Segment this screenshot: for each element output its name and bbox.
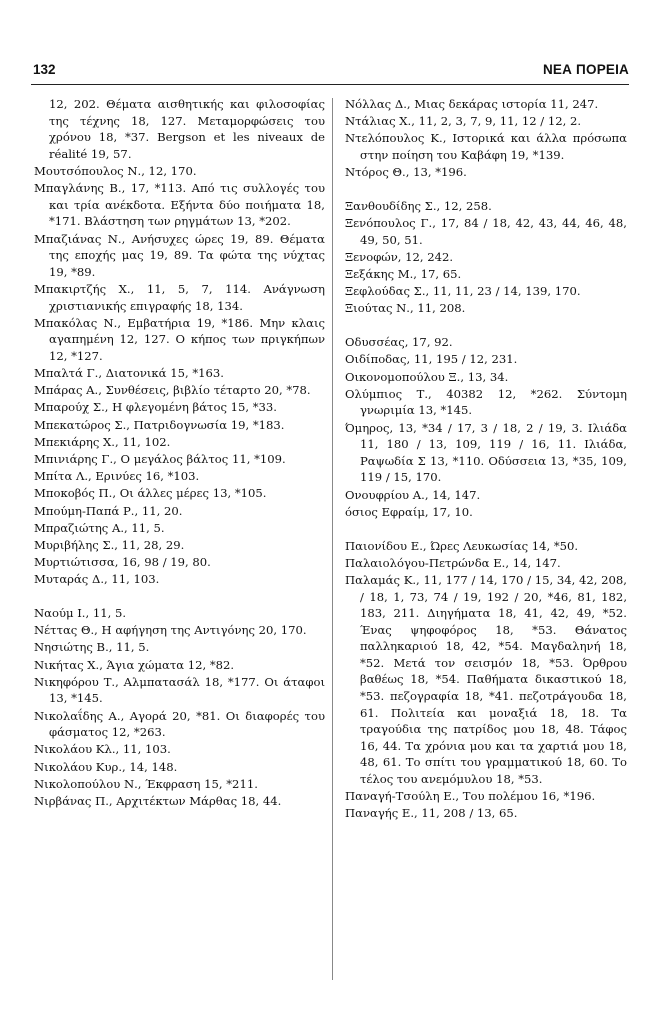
index-entry: όσιος Εφραίμ, 17, 10. (345, 504, 473, 519)
index-entry: Μπακιρτζής Χ., 11, 5, 7, 114. Ανάγνωση χριστιανικής επιγραφής 18, 134. (34, 281, 325, 313)
entry-group-gap (345, 318, 627, 335)
index-entry: Νιρβάνας Π., Αρχιτέκτων Μάρθας 18, 44. (34, 793, 282, 808)
index-entry: Ντόρος Θ., 13, *196. (345, 165, 467, 180)
entry-group-gap (34, 589, 325, 606)
page-number: 132 (33, 62, 56, 77)
index-entry: Μποκοβός Π., Οι άλλες μέρες 13, *105. (34, 486, 267, 501)
running-title: ΝΕΑ ΠΟΡΕΙΑ (542, 62, 629, 77)
index-entry: Παλαμάς Κ., 11, 177 / 14, 170 / 15, 34, 42, 208, / 18, 1, 73, 74 / 19, 192 / 20, *46, 81, 182, 183, 211. Διηγήματα 18, 41, 42, 49, *52. Ένας ψηφοφόρος 18, *53. Θάνατος παλληκαριού 18, 42, *54. Μαγδαληνή 18, *52. Μετά τον σεισμόν 18, *53. Όρθρου βαθέως 18, *54. Παθήματα δικαστικού 18, *53. πεζογραφία 18, *41. πεζοτράγουδα 18, 61. Πολιτεία και μοναξιά 18, 18. Τα τραγούδια της πατρίδος μου 18, 48. Τάφος 16, 44. Τα χρόνια μου και τα χαρτιά μου 18, 48, 61. Το σπίτι του γραμματικού 18, 60. Το τέλος του ανεμόμυλου 18, *53. (345, 572, 627, 787)
index-entry: Νικολαΐδης Α., Αγορά 20, *81. Οι διαφορές του φάσματος 12, *263. (34, 708, 325, 740)
index-entry: Ντάλιας Χ., 11, 2, 3, 7, 9, 11, 12 / 12, 2. (345, 114, 582, 129)
index-entry: Νικήτας Χ., Άγια χώματα 12, *82. (34, 657, 235, 672)
index-entry: Μυρτιώτισσα, 16, 98 / 19, 80. (34, 555, 211, 570)
index-entry: Μπαζιάνας Ν., Ανήσυχες ώρες 19, 89. Θέματα της εποχής μας 19, 89. Τα φώτα της νύχτας 19, *89. (34, 231, 325, 279)
index-entry: Νικηφόρου Τ., Αλμπατασάλ 18, *177. Οι άταφοι 13, *145. (34, 674, 325, 706)
index-entry: Ξιούτας Ν., 11, 208. (345, 301, 466, 316)
index-entry: Παναγή-Τσούλη Ε., Του πολέμου 16, *196. (345, 789, 596, 804)
index-entry: Νησιώτης Β., 11, 5. (34, 640, 150, 655)
index-entry: Νέττας Θ., Η αφήγηση της Αντιγόνης 20, 170. (34, 623, 307, 638)
index-entry: Οικονομοπούλου Ξ., 13, 34. (345, 369, 509, 384)
index-entry: Μυταράς Δ., 11, 103. (34, 572, 160, 587)
entry-group-gap (345, 181, 627, 198)
index-entry: Όμηρος, 13, *34 / 17, 3 / 18, 2 / 19, 3. Ιλιάδα 11, 180 / 13, 109, 119 / 16, 11. Ιλιάδα, Ραψωδία Σ 13, *110. Οδύσσεια 13, *35, 109, 119 / 15, 170. (345, 420, 627, 485)
entry-group-gap (345, 521, 627, 538)
index-entry: 12, 202. Θέματα αισθητικής και φιλοσοφίας της τέχνης 18, 127. Μεταμορφώσεις του χρόνου 18, *37. Bergson et les niveaux de réalité 19, 57. (49, 97, 325, 161)
index-column-right (345, 96, 627, 823)
index-entry: Νικολοπούλου Ν., Έκφραση 15, *211. (34, 776, 258, 791)
index-entry: Μπίτα Λ., Ερινύες 16, *103. (34, 469, 200, 484)
index-entry: Μυριβήλης Σ., 11, 28, 29. (34, 537, 185, 552)
index-entry: Οιδίποδας, 11, 195 / 12, 231. (345, 352, 518, 367)
index-entry: Μπάρας Α., Συνθέσεις, βιβλίο τέταρτο 20, *78. (34, 383, 311, 398)
index-entry: Μπεκιάρης Χ., 11, 102. (34, 434, 171, 449)
index-entry: Νικολάου Κλ., 11, 103. (34, 742, 171, 757)
index-entry: Ντελόπουλος Κ., Ιστορικά και άλλα πρόσωπα στην ποίηση του Καβάφη 19, *139. (345, 131, 627, 162)
column-divider (332, 98, 333, 980)
index-entry: Ξενόπουλος Γ., 17, 84 / 18, 42, 43, 44, 46, 48, 49, 50, 51. (345, 216, 627, 247)
index-entry: Ξανθουδίδης Σ., 12, 258. (345, 198, 492, 213)
index-entry: Μπαλτά Γ., Διατονικά 15, *163. (34, 366, 224, 381)
index-entry: Μπούμη-Παπά Ρ., 11, 20. (34, 503, 183, 518)
index-entry: Ονουφρίου Α., 14, 147. (345, 487, 481, 502)
index-entry: Οδυσσέας, 17, 92. (345, 335, 453, 350)
index-entry: Μπαγλάνης Β., 17, *113. Από τις συλλογές του και τρία ανέκδοτα. Εξήντα δύο ποιήματα 18, *171. Βλάστηση των ρηγμάτων 13, *202. (34, 181, 325, 229)
index-entry: Παλαιολόγου-Πετρώνδα Ε., 14, 147. (345, 555, 561, 570)
index-entry: Μπακόλας Ν., Εμβατήρια 19, *186. Μην κλαις αγαπημένη 12, 127. Ο κήπος των πριγκήπων 12, *127. (34, 315, 325, 363)
index-column-left (34, 96, 325, 810)
index-entry: Ξενοφών, 12, 242. (345, 249, 454, 264)
index-entry: Νικολάου Κυρ., 14, 148. (34, 759, 178, 774)
header-rule (31, 84, 629, 85)
index-entry: Ολύμπιος Τ., 40382 12, *262. Σύντομη γνωριμία 13, *145. (345, 386, 627, 418)
index-entry: Ναούμ Ι., 11, 5. (34, 606, 127, 621)
index-entry: Μπεκατώρος Σ., Πατριδογνωσία 19, *183. (34, 417, 285, 432)
page-header (31, 60, 629, 84)
index-entry: Ξεφλούδας Σ., 11, 11, 23 / 14, 139, 170. (345, 284, 581, 299)
index-entry: Μουτσόπουλος Ν., 12, 170. (34, 163, 197, 178)
index-entry: Ξεξάκης Μ., 17, 65. (345, 267, 462, 282)
index-entry: Παναγής Ε., 11, 208 / 13, 65. (345, 806, 518, 821)
index-entry: Μπαρούχ Σ., Η φλεγομένη βάτος 15, *33. (34, 400, 277, 415)
index-entry: Μπινιάρης Γ., Ο μεγάλος βάλτος 11, *109. (34, 452, 286, 466)
index-entry: Παιονίδου Ε., Ώρες Λευκωσίας 14, *50. (345, 538, 579, 553)
index-entry: Νόλλας Δ., Μιας δεκάρας ιστορία 11, 247. (345, 97, 599, 111)
index-entry: Μπραζιώτης Α., 11, 5. (34, 520, 165, 535)
